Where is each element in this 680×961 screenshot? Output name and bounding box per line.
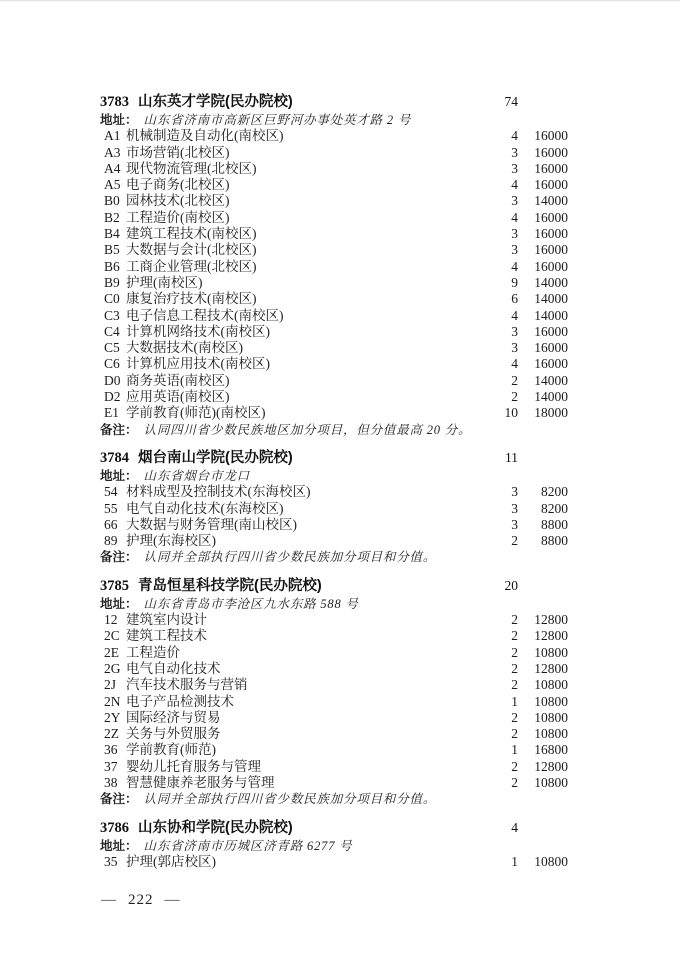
major-fee: 10800 <box>534 693 568 709</box>
major-code: B2 <box>104 209 120 225</box>
address-line <box>100 112 568 128</box>
major-count: 1 <box>511 693 518 709</box>
major-code: 2E <box>104 644 119 660</box>
major-name: 建筑工程技术 <box>126 628 207 644</box>
major-count: 3 <box>511 193 518 209</box>
major-count: 3 <box>511 323 518 339</box>
note-text: 认同并全部执行四川省少数民族加分项目和分值。 <box>143 550 437 565</box>
major-code: 89 <box>104 533 118 549</box>
school-name: 烟台南山学院(民办院校) <box>138 449 293 466</box>
major-count: 4 <box>511 209 518 225</box>
major-row <box>100 759 568 775</box>
major-name: 国际经济与贸易 <box>126 709 221 725</box>
major-fee: 14000 <box>534 389 568 405</box>
address-text: 山东省青岛市李沧区九水东路 588 号 <box>143 596 359 611</box>
major-row <box>100 389 568 405</box>
school-title <box>100 576 468 596</box>
school-header <box>100 818 568 838</box>
major-name: 计算机网络技术(南校区) <box>126 323 270 339</box>
major-name: 婴幼儿托育服务与管理 <box>126 758 261 774</box>
major-row <box>100 710 568 726</box>
major-count: 3 <box>511 500 518 516</box>
school-total: 4 <box>511 819 518 835</box>
major-fee: 12800 <box>534 758 568 774</box>
major-count: 3 <box>511 484 518 500</box>
major-name: 工程造价 <box>126 644 180 660</box>
admissions-list <box>100 92 568 870</box>
major-code: D0 <box>104 372 121 388</box>
major-count: 1 <box>511 853 518 869</box>
major-count: 2 <box>511 644 518 660</box>
major-count: 2 <box>511 389 518 405</box>
major-name: 电子产品检测技术 <box>126 693 234 709</box>
major-fee: 16000 <box>534 209 568 225</box>
major-count: 2 <box>511 726 518 742</box>
address-label: 地址： <box>100 838 138 853</box>
major-count: 1 <box>511 742 518 758</box>
major-code: C6 <box>104 356 120 372</box>
major-row <box>100 726 568 742</box>
note-line <box>100 549 568 565</box>
note-line <box>100 791 568 807</box>
address-text: 山东省济南市历城区济青路 6277 号 <box>143 838 353 853</box>
major-fee: 8200 <box>541 500 568 516</box>
major-name: 关务与外贸服务 <box>126 726 221 742</box>
footer-dash-left: — <box>101 892 117 908</box>
major-name: 现代物流管理(北校区) <box>126 160 257 176</box>
major-count: 3 <box>511 340 518 356</box>
major-count: 4 <box>511 128 518 144</box>
major-fee: 18000 <box>534 405 568 421</box>
major-row <box>100 145 568 161</box>
major-count: 3 <box>511 160 518 176</box>
major-name: 护理(郭店校区) <box>126 853 216 869</box>
major-row <box>100 484 568 500</box>
major-code: 12 <box>104 612 118 628</box>
major-row <box>100 742 568 758</box>
school-code: 3786 <box>100 819 129 836</box>
major-count: 2 <box>511 774 518 790</box>
major-row <box>100 275 568 291</box>
major-count: 4 <box>511 356 518 372</box>
major-row <box>100 501 568 517</box>
major-name: 电子信息工程技术(南校区) <box>126 307 284 323</box>
school-section <box>100 576 568 808</box>
school-title <box>100 448 468 468</box>
major-count: 4 <box>511 177 518 193</box>
major-name: 康复治疗技术(南校区) <box>126 291 257 307</box>
major-name: 计算机应用技术(南校区) <box>126 356 270 372</box>
major-row <box>100 517 568 533</box>
major-code: 2Z <box>104 726 119 742</box>
major-name: 园林技术(北校区) <box>126 193 230 209</box>
major-fee: 8200 <box>541 484 568 500</box>
major-fee: 12800 <box>534 612 568 628</box>
major-rows <box>100 128 568 421</box>
major-rows <box>100 854 568 870</box>
school-code: 3784 <box>100 449 129 466</box>
major-code: 2J <box>104 677 117 693</box>
major-name: 机械制造及自动化(南校区) <box>126 128 284 144</box>
major-row <box>100 161 568 177</box>
major-code: B0 <box>104 193 120 209</box>
major-name: 工程造价(南校区) <box>126 209 230 225</box>
major-fee: 16000 <box>534 177 568 193</box>
school-header <box>100 576 568 596</box>
footer-dash-right: — <box>164 892 181 908</box>
address-line <box>100 838 568 854</box>
page-top-edge <box>0 0 680 2</box>
major-fee: 14000 <box>534 193 568 209</box>
major-code: D2 <box>104 389 121 405</box>
major-fee: 16000 <box>534 242 568 258</box>
major-code: A1 <box>104 128 121 144</box>
major-count: 3 <box>511 242 518 258</box>
major-code: 36 <box>104 742 118 758</box>
major-code: C5 <box>104 340 120 356</box>
major-row <box>100 612 568 628</box>
major-code: C3 <box>104 307 120 323</box>
major-fee: 16000 <box>534 128 568 144</box>
major-count: 2 <box>511 677 518 693</box>
address-label: 地址： <box>100 113 138 127</box>
major-name: 大数据与财务管理(南山校区) <box>126 516 297 532</box>
major-count: 3 <box>511 516 518 532</box>
major-code: 2C <box>104 628 120 644</box>
major-fee: 14000 <box>534 291 568 307</box>
major-fee: 12800 <box>534 628 568 644</box>
major-name: 大数据与会计(北校区) <box>126 242 257 258</box>
major-code: 66 <box>104 516 118 532</box>
major-fee: 10800 <box>534 709 568 725</box>
major-fee: 8800 <box>541 533 568 549</box>
major-name: 工商企业管理(北校区) <box>126 258 257 274</box>
school-total: 20 <box>504 577 518 593</box>
major-fee: 10800 <box>534 853 568 869</box>
major-row <box>100 308 568 324</box>
major-name: 电气自动化技术(东海校区) <box>126 500 284 516</box>
major-code: 35 <box>104 853 118 869</box>
page-footer <box>101 891 181 909</box>
major-row <box>100 259 568 275</box>
school-total: 11 <box>505 449 518 465</box>
major-code: A5 <box>104 177 121 193</box>
major-count: 3 <box>511 226 518 242</box>
note-label: 备注： <box>100 792 138 807</box>
major-code: 55 <box>104 500 118 516</box>
school-name: 山东协和学院(民办院校) <box>138 819 293 836</box>
major-row <box>100 210 568 226</box>
address-label: 地址： <box>100 596 138 611</box>
major-row <box>100 694 568 710</box>
address-text: 山东省济南市高新区巨野河办事处英才路 2 号 <box>143 113 412 127</box>
major-code: 37 <box>104 758 118 774</box>
note-line <box>100 422 568 438</box>
major-row <box>100 193 568 209</box>
major-code: 2Y <box>104 709 121 725</box>
school-code: 3785 <box>100 577 129 594</box>
major-count: 3 <box>511 144 518 160</box>
school-section <box>100 92 568 438</box>
major-count: 6 <box>511 291 518 307</box>
major-count: 9 <box>511 274 518 290</box>
page-number: 222 <box>128 892 154 908</box>
major-count: 2 <box>511 533 518 549</box>
major-row <box>100 373 568 389</box>
major-fee: 10800 <box>534 677 568 693</box>
school-section <box>100 448 568 566</box>
major-name: 汽车技术服务与营销 <box>126 677 248 693</box>
major-row <box>100 533 568 549</box>
major-fee: 16000 <box>534 144 568 160</box>
address-line <box>100 596 568 612</box>
school-title <box>100 92 468 112</box>
major-name: 学前教育(师范)(南校区) <box>126 405 266 421</box>
major-row <box>100 177 568 193</box>
major-fee: 14000 <box>534 307 568 323</box>
address-label: 地址： <box>100 468 138 483</box>
major-code: A4 <box>104 160 121 176</box>
school-title <box>100 818 468 838</box>
major-count: 10 <box>504 405 518 421</box>
note-label: 备注： <box>100 550 138 565</box>
major-code: B4 <box>104 226 120 242</box>
major-fee: 16000 <box>534 356 568 372</box>
major-fee: 16000 <box>534 340 568 356</box>
major-count: 2 <box>511 709 518 725</box>
major-fee: 16000 <box>534 226 568 242</box>
major-code: 38 <box>104 774 118 790</box>
major-row <box>100 291 568 307</box>
school-header <box>100 448 568 468</box>
major-fee: 16000 <box>534 258 568 274</box>
major-name: 大数据技术(南校区) <box>126 340 243 356</box>
major-count: 2 <box>511 628 518 644</box>
major-fee: 10800 <box>534 644 568 660</box>
major-code: C0 <box>104 291 120 307</box>
school-name: 青岛恒星科技学院(民办院校) <box>138 577 322 594</box>
major-fee: 10800 <box>534 774 568 790</box>
major-code: A3 <box>104 144 121 160</box>
note-text: 认同四川省少数民族地区加分项目，但分值最高 20 分。 <box>143 422 472 437</box>
major-name: 电子商务(北校区) <box>126 177 230 193</box>
major-row <box>100 645 568 661</box>
major-row <box>100 324 568 340</box>
major-row <box>100 677 568 693</box>
school-section <box>100 818 568 871</box>
major-count: 2 <box>511 612 518 628</box>
major-code: C4 <box>104 323 120 339</box>
major-count: 4 <box>511 307 518 323</box>
major-row <box>100 226 568 242</box>
note-text: 认同并全部执行四川省少数民族加分项目和分值。 <box>143 792 437 807</box>
major-count: 2 <box>511 660 518 676</box>
major-name: 学前教育(师范) <box>126 742 216 758</box>
major-name: 市场营销(北校区) <box>126 144 230 160</box>
major-fee: 16000 <box>534 160 568 176</box>
major-name: 商务英语(南校区) <box>126 372 230 388</box>
major-row <box>100 340 568 356</box>
school-total: 74 <box>504 94 518 109</box>
major-fee: 14000 <box>534 372 568 388</box>
major-name: 护理(东海校区) <box>126 533 216 549</box>
major-row <box>100 775 568 791</box>
major-fee: 16000 <box>534 323 568 339</box>
major-code: 54 <box>104 484 118 500</box>
major-name: 材料成型及控制技术(东海校区) <box>126 484 311 500</box>
note-label: 备注： <box>100 422 138 437</box>
address-line <box>100 468 568 484</box>
major-code: B9 <box>104 274 120 290</box>
major-code: 2G <box>104 660 121 676</box>
major-fee: 14000 <box>534 274 568 290</box>
address-text: 山东省烟台市龙口 <box>143 468 250 483</box>
major-name: 智慧健康养老服务与管理 <box>126 774 275 790</box>
major-row <box>100 854 568 870</box>
major-rows <box>100 612 568 791</box>
major-fee: 12800 <box>534 660 568 676</box>
major-row <box>100 661 568 677</box>
major-fee: 10800 <box>534 726 568 742</box>
major-name: 建筑工程技术(南校区) <box>126 226 257 242</box>
major-rows <box>100 484 568 549</box>
major-row <box>100 356 568 372</box>
major-name: 电气自动化技术 <box>126 660 221 676</box>
major-code: E1 <box>104 405 119 421</box>
major-fee: 8800 <box>541 516 568 532</box>
major-code: B5 <box>104 242 120 258</box>
major-name: 应用英语(南校区) <box>126 389 230 405</box>
major-row <box>100 242 568 258</box>
school-code: 3783 <box>100 94 129 110</box>
major-name: 护理(南校区) <box>126 274 203 290</box>
school-name: 山东英才学院(民办院校) <box>138 94 293 110</box>
major-code: 2N <box>104 693 121 709</box>
major-code: B6 <box>104 258 120 274</box>
school-header <box>100 92 568 112</box>
major-count: 2 <box>511 372 518 388</box>
major-count: 2 <box>511 758 518 774</box>
major-count: 4 <box>511 258 518 274</box>
major-row <box>100 405 568 421</box>
major-row <box>100 128 568 144</box>
major-row <box>100 628 568 644</box>
major-name: 建筑室内设计 <box>126 612 207 628</box>
major-fee: 16800 <box>534 742 568 758</box>
